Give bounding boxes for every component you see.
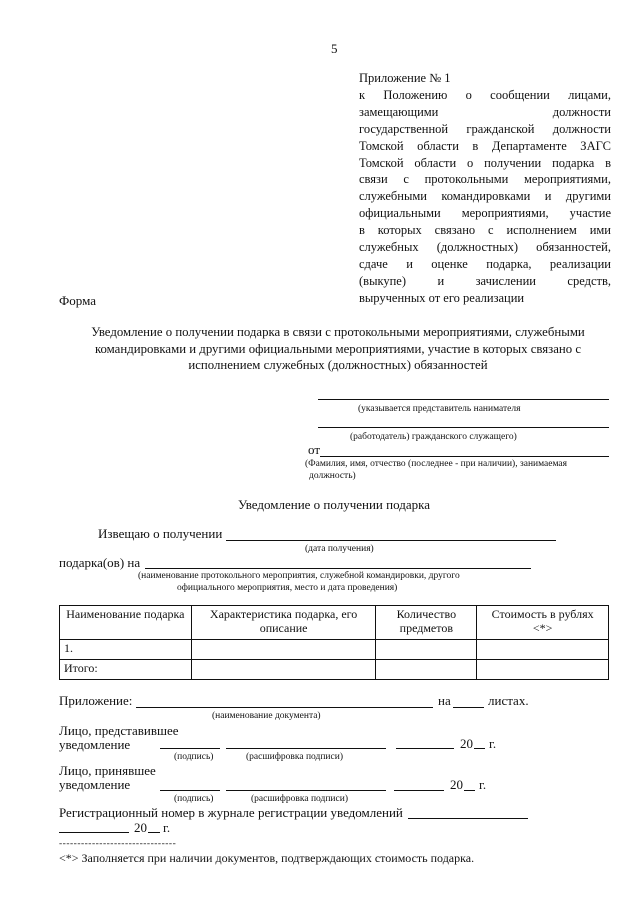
table-cell[interactable] — [376, 660, 477, 680]
footnote-separator: -------------------------------- — [59, 839, 177, 849]
appendix-line: вырученных от его реализации — [359, 290, 525, 305]
date-caption: (дата получения) — [305, 544, 374, 554]
form-label: Форма — [59, 293, 96, 308]
employee-caption-2: должность) — [309, 471, 356, 481]
submitter-label: Лицо, представившее — [59, 723, 179, 738]
registration-date-field[interactable] — [59, 832, 129, 833]
appendix-line: в которых связано с исполнением ими — [359, 223, 611, 238]
page-number: 5 — [331, 41, 338, 56]
appendix-line: (выкупе) и зачислении средств, — [359, 273, 611, 288]
footnote: <*> Заполняется при наличии документов, подтверждающих стоимость подарка. — [59, 851, 475, 865]
receiver-decode-caption: (расшифровка подписи) — [251, 794, 348, 804]
event-caption: (наименование протокольного мероприятия, служебной командировки, другого — [138, 571, 460, 581]
employer-representative-field-2[interactable] — [318, 427, 609, 428]
registration-year-field[interactable] — [148, 832, 160, 833]
appendix-line: Приложение № 1 — [359, 71, 451, 85]
attachment-name-field[interactable] — [136, 707, 433, 708]
appendix-line: служебными командировками и другими — [359, 189, 611, 204]
table-row — [60, 640, 609, 660]
gifts-table — [59, 605, 609, 680]
heading-line: командировками и другими официальными мероприятиями, участие в которых связано с — [94, 341, 582, 356]
from-label: от — [308, 442, 321, 457]
document-heading — [40, 324, 636, 374]
column-header: Наименование подарка — [60, 606, 192, 640]
receipt-date-field[interactable] — [226, 540, 556, 541]
receiver-year-suffix: г. — [479, 777, 487, 792]
appendix-line: сдаче и оценке подарка, реализации — [359, 256, 611, 271]
receiver-sign-caption: (подпись) — [174, 794, 214, 804]
receiver-label: Лицо, принявшее — [59, 763, 156, 778]
submitter-label-2: уведомление — [59, 737, 131, 752]
attachment-sheets-field[interactable] — [453, 707, 484, 708]
table-cell[interactable] — [477, 640, 609, 660]
table-cell[interactable] — [191, 660, 376, 680]
attachment-label: Приложение: — [59, 693, 133, 708]
table-cell[interactable] — [477, 660, 609, 680]
appendix-line: официальными мероприятиями, участие — [359, 206, 611, 221]
gifts-label: подарка(ов) на — [59, 555, 141, 570]
employer-caption-2: (работодатель) гражданского служащего) — [350, 432, 517, 442]
table-cell[interactable]: 1. — [60, 640, 192, 660]
appendix-line: государственной гражданской должности — [359, 121, 611, 136]
inform-label: Извещаю о получении — [98, 526, 223, 541]
registration-year-prefix: 20 — [134, 820, 147, 835]
heading-line: Уведомление о получении подарка в связи с протокольными мероприятиями, служебными — [91, 325, 585, 339]
submitter-decode-caption: (расшифровка подписи) — [246, 752, 343, 762]
table-cell[interactable] — [376, 640, 477, 660]
table-row — [60, 660, 609, 680]
submitter-sign-caption: (подпись) — [174, 752, 214, 762]
heading-line: исполнением служебных (должностных) обязанностей — [188, 358, 488, 372]
employer-representative-field[interactable] — [318, 399, 609, 400]
attachment-caption: (наименование документа) — [212, 711, 321, 721]
appendix-line: к Положению о сообщении лицами, — [359, 87, 611, 102]
submitter-signature-field[interactable] — [160, 748, 220, 749]
notice-title: Уведомление о получении подарка — [238, 497, 430, 512]
event-field[interactable] — [145, 568, 531, 569]
submitter-year-prefix: 20 — [460, 736, 473, 751]
submitter-year-field[interactable] — [474, 748, 485, 749]
registration-year-suffix: г. — [163, 820, 171, 835]
receiver-date-field[interactable] — [394, 790, 444, 791]
submitter-date-field[interactable] — [396, 748, 454, 749]
column-header: Стоимость в рублях <*> — [477, 606, 609, 640]
submitter-year-suffix: г. — [489, 736, 497, 751]
registration-label: Регистрационный номер в журнале регистрации уведомлений — [59, 805, 403, 820]
receiver-signature-field[interactable] — [160, 790, 220, 791]
appendix-line: связи с протокольными мероприятиями, — [359, 172, 611, 187]
column-header: Характеристика подарка, его описание — [191, 606, 376, 640]
appendix-line: служебных (должностных) обязанностей, — [359, 240, 611, 255]
submitter-decoding-field[interactable] — [226, 748, 386, 749]
attachment-on-label: на — [438, 693, 451, 708]
appendix-line: замещающими должности — [359, 104, 611, 119]
receiver-year-field[interactable] — [464, 790, 475, 791]
employer-caption: (указывается представитель нанимателя — [358, 404, 521, 414]
table-header-row — [60, 606, 609, 640]
receiver-label-2: уведомление — [59, 777, 131, 792]
attachment-sheets-label: листах. — [488, 693, 529, 708]
event-caption-2: официального мероприятия, место и дата проведения) — [177, 583, 398, 593]
table-cell[interactable]: Итого: — [60, 660, 192, 680]
column-header: Количество предметов — [376, 606, 477, 640]
appendix-block — [359, 70, 611, 307]
receiver-decoding-field[interactable] — [226, 790, 386, 791]
registration-number-field[interactable] — [408, 818, 528, 819]
employee-caption: (Фамилия, имя, отчество (последнее - при наличии), занимаемая — [305, 459, 568, 469]
appendix-line: Томской области о получении подарка в — [359, 155, 611, 170]
appendix-line: Томской области в Департаменте ЗАГС — [359, 138, 611, 153]
table-cell[interactable] — [191, 640, 376, 660]
receiver-year-prefix: 20 — [450, 777, 463, 792]
employee-name-field[interactable] — [320, 456, 609, 457]
